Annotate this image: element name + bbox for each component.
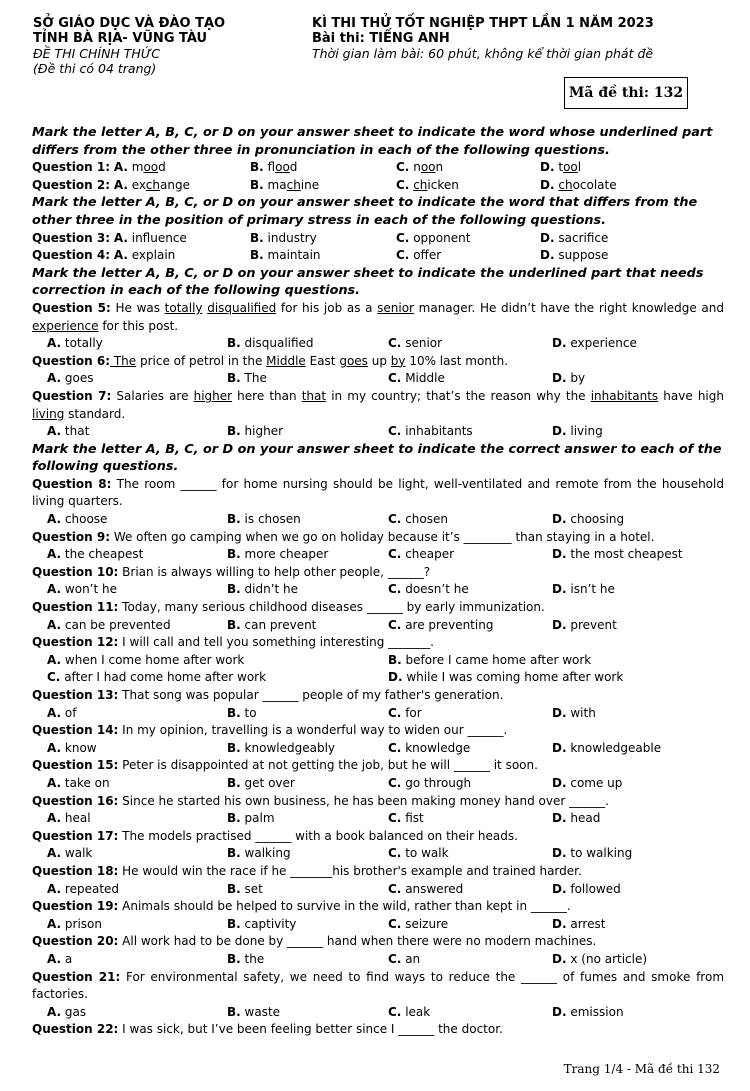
options-14: A. know B. knowledgeably C. knowledge D. knowledgeable — [47, 740, 662, 755]
instruction-best-answer: Mark the letter A, B, C, or D on your answer sheet to indicate the correct answer to each of the following questions. — [32, 441, 722, 475]
question-3: Question 3: A. influence B. industry C. opponent D. sacrifice — [32, 230, 609, 245]
options-15: A. take on B. get over C. go through D. come up — [47, 775, 623, 790]
question-5: Question 5: He was totally disqualified for his job as a senior manager. He didn’t have the right knowledge and experience for this post. — [32, 300, 724, 333]
question-19: Question 19: Animals should be helped to survive in the wild, rather than kept in ______. — [32, 899, 571, 914]
options-12-ab: A. when I come home after work B. before I came home after work — [47, 652, 592, 667]
header-left — [33, 16, 313, 76]
options-10: A. won’t he B. didn’t he C. doesn’t he D. isn’t he — [47, 582, 615, 597]
question-9: Question 9: We often go camping when we go on holiday because it’s ________ than staying in a hotel. — [32, 529, 655, 544]
question-11: Question 11: Today, many serious childhood diseases ______ by early immunization. — [32, 600, 545, 615]
province-name: TỈNH BÀ RỊA- VŨNG TÀU — [33, 31, 208, 46]
options-18: A. repeated B. set C. answered D. followed — [47, 881, 621, 896]
question-22: Question 22: I was sick, but I’ve been feeling better since I ______ the doctor. — [32, 1022, 503, 1037]
options-21: A. gas B. waste C. leak D. emission — [47, 1004, 624, 1019]
options-6: A. goes B. The C. Middle D. by — [47, 371, 586, 386]
options-7: A. that B. higher C. inhabitants D. living — [47, 424, 603, 439]
question-18: Question 18: He would win the race if he _______his brother's example and trained harder. — [32, 863, 582, 878]
options-9: A. the cheapest B. more cheaper C. cheaper D. the most cheapest — [47, 547, 683, 562]
question-1: Question 1: A. mood B. flood C. noon D. tool — [32, 160, 582, 175]
options-19: A. prison B. captivity C. seizure D. arrest — [47, 916, 606, 931]
question-label: Question 2: — [32, 177, 110, 192]
instruction-correction: Mark the letter A, B, C, or D on your answer sheet to indicate the underlined part that needs correction in each of the following questions. — [32, 265, 704, 299]
question-6: Question 6: The price of petrol in the Middle East goes up by 10% last month. — [32, 353, 509, 368]
question-21: Question 21: For environmental safety, we need to find ways to reduce the ______ of fumes and smoke from factories. — [32, 969, 725, 1002]
question-13: Question 13: That song was popular ______ people of my father's generation. — [32, 688, 504, 702]
options-12-cd: C. after I had come home after work D. while I was coming home after work — [47, 670, 624, 685]
options-20: A. a B. the C. an D. x (no article) — [47, 951, 648, 966]
options-5: A. totally B. disqualified C. senior D. experience — [47, 336, 637, 351]
department-name: SỞ GIÁO DỤC VÀ ĐÀO TẠO — [33, 16, 226, 31]
official-exam-label: ĐỀ THI CHÍNH THỨC — [33, 46, 161, 61]
subject-title: Bài thi: TIẾNG ANH — [312, 31, 450, 46]
question-20: Question 20: All work had to be done by ______ hand when there were no modern machines. — [32, 934, 597, 949]
exam-code: Mã đề thi: 132 — [568, 85, 684, 101]
question-16: Question 16: Since he started his own business, he has been making money hand over ______. — [32, 793, 609, 808]
question-4: Question 4: A. explain B. maintain C. offer D. suppose — [32, 248, 609, 263]
page-footer: Trang 1/4 - Mã đề thi 132 — [563, 1062, 720, 1076]
options-17: A. walk B. walking C. to walk D. to walking — [47, 846, 633, 861]
options-8: A. choose B. is chosen C. chosen D. choosing — [47, 512, 625, 527]
question-10: Question 10: Brian is always willing to help other people, ______? — [32, 564, 431, 579]
question-body — [32, 124, 724, 1039]
header-right — [312, 16, 742, 61]
question-17: Question 17: The models practised ______ with a book balanced on their heads. — [32, 828, 518, 843]
options-11: A. can be prevented B. can prevent C. are preventing D. prevent — [47, 617, 617, 632]
time-allowed: Thời gian làm bài: 60 phút, không kể thời gian phát đề — [312, 46, 654, 61]
question-label: Question 1: — [32, 160, 110, 175]
exam-code-box — [564, 77, 688, 109]
instruction-stress: Mark the letter A, B, C, or D on your answer sheet to indicate the word that differs from the other three in the position of primary stress in each of the following questions. — [32, 195, 698, 228]
question-14: Question 14: In my opinion, travelling is a wonderful way to widen our ______. — [32, 723, 508, 738]
exam-title: KÌ THI THỬ TỐT NGHIỆP THPT LẦN 1 NĂM 2023 — [312, 16, 654, 31]
question-2: Question 2: A. exchange B. machine C. chicken D. chocolate — [32, 177, 617, 192]
instruction-pronunciation: Mark the letter A, B, C, or D on your answer sheet to indicate the word whose underlined part differs from the other three in pronunciation in each of the following questions. — [32, 125, 713, 158]
question-8: Question 8: The room ______ for home nursing should be light, well-ventilated and remote from the household living quarters. — [32, 476, 724, 509]
question-7: Question 7: Salaries are higher here than that in my country; that’s the reason why the inhabitants have high living standard. — [32, 388, 724, 421]
question-12: Question 12: I will call and tell you something interesting _______. — [32, 635, 434, 650]
options-13: A. of B. to C. for D. with — [47, 705, 596, 720]
options-16: A. heal B. palm C. fist D. head — [47, 811, 601, 826]
page-count-note: (Đề thi có 04 trang) — [33, 61, 157, 76]
question-15: Question 15: Peter is disappointed at not getting the job, but he will ______ it soon. — [32, 758, 538, 773]
